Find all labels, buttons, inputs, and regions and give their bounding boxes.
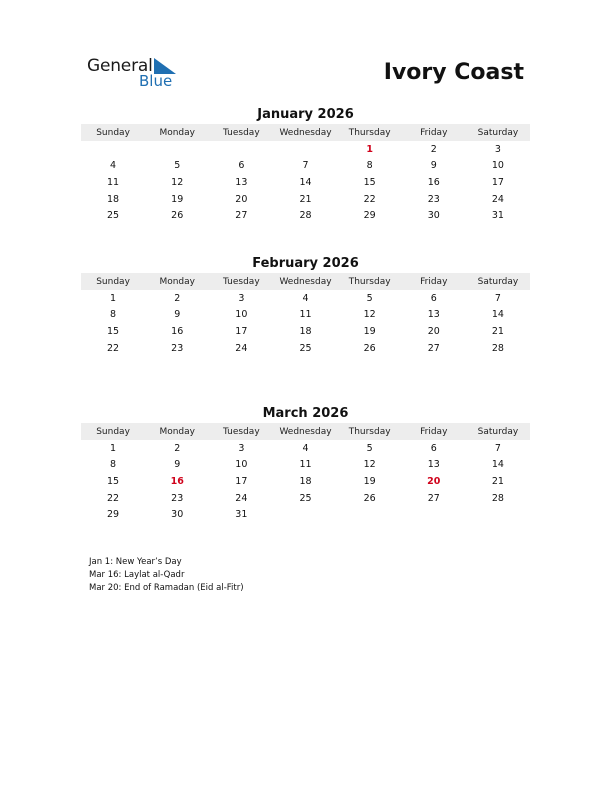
holiday-note: Mar 16: Laylat al-Qadr	[89, 570, 185, 580]
day-cell: 29	[107, 509, 120, 521]
day-cell: 9	[174, 459, 181, 471]
month-february	[81, 255, 530, 356]
month-title: February 2026	[252, 256, 359, 271]
day-cell: 27	[427, 342, 440, 354]
weekday-header	[81, 124, 530, 141]
day-cell: 15	[107, 475, 120, 487]
day-cell: 19	[363, 325, 376, 337]
month-grid	[81, 440, 530, 523]
day-cell: 22	[107, 492, 120, 504]
day-cell: 11	[299, 309, 312, 321]
weekday-label: Tuesday	[223, 276, 260, 287]
day-cell: 28	[491, 492, 504, 504]
week-row	[81, 440, 530, 457]
day-cell: 12	[363, 309, 376, 321]
day-cell: 14	[491, 459, 504, 471]
day-cell: 15	[363, 176, 376, 188]
day-cell: 16	[171, 325, 184, 337]
weekday-label: Friday	[420, 127, 448, 138]
day-cell: 6	[430, 292, 437, 304]
day-cell: 11	[299, 459, 312, 471]
week-row	[81, 323, 530, 340]
logo-text-blue: Blue	[139, 72, 173, 90]
weekday-label: Thursday	[348, 276, 391, 287]
day-cell: 18	[299, 475, 312, 487]
day-cell: 2	[174, 442, 181, 454]
weekday-label: Wednesday	[279, 276, 332, 287]
day-cell: 21	[491, 475, 504, 487]
day-cell: 17	[235, 475, 248, 487]
day-cell: 5	[174, 160, 181, 172]
day-cell: 1	[110, 292, 117, 304]
month-grid	[81, 141, 530, 224]
week-row	[81, 340, 530, 357]
day-cell: 7	[494, 442, 501, 454]
day-cell: 24	[235, 342, 248, 354]
day-cell: 17	[491, 176, 504, 188]
day-cell: 30	[171, 509, 184, 521]
country-title: Ivory Coast	[383, 60, 524, 85]
day-cell: 8	[110, 459, 117, 471]
day-cell: 6	[238, 160, 245, 172]
weekday-label: Saturday	[477, 426, 519, 437]
day-cell: 2	[174, 292, 181, 304]
day-cell: 24	[491, 193, 504, 205]
day-cell: 22	[363, 193, 376, 205]
day-cell: 24	[235, 492, 248, 504]
day-cell: 31	[235, 509, 248, 521]
weekday-label: Tuesday	[223, 426, 260, 437]
weekday-label: Saturday	[477, 127, 519, 138]
weekday-label: Thursday	[348, 127, 391, 138]
holiday-notes	[89, 556, 244, 595]
day-cell: 27	[235, 210, 248, 222]
month-grid	[81, 290, 530, 356]
day-cell: 3	[494, 143, 501, 155]
week-row	[81, 490, 530, 507]
day-cell: 4	[302, 292, 309, 304]
day-cell: 3	[238, 292, 245, 304]
week-row	[81, 457, 530, 474]
weekday-header	[81, 423, 530, 440]
day-cell: 5	[366, 442, 373, 454]
week-row	[81, 307, 530, 324]
week-row	[81, 506, 530, 523]
day-cell: 2	[430, 143, 437, 155]
day-cell: 26	[171, 210, 184, 222]
day-cell: 26	[363, 492, 376, 504]
month-march	[81, 405, 530, 523]
day-cell: 28	[299, 210, 312, 222]
day-cell: 5	[366, 292, 373, 304]
day-cell: 1	[110, 442, 117, 454]
weekday-label: Sunday	[96, 127, 130, 138]
day-cell: 9	[430, 160, 437, 172]
day-cell: 7	[494, 292, 501, 304]
weekday-label: Sunday	[96, 426, 130, 437]
week-row	[81, 473, 530, 490]
day-cell: 13	[427, 309, 440, 321]
holiday-note: Mar 20: End of Ramadan (Eid al-Fitr)	[89, 583, 244, 593]
day-cell: 20	[235, 193, 248, 205]
week-row	[81, 290, 530, 307]
month-title: March 2026	[262, 406, 349, 421]
day-cell: 10	[235, 459, 248, 471]
day-cell: 19	[363, 475, 376, 487]
day-cell: 18	[107, 193, 120, 205]
weekday-label: Friday	[420, 426, 448, 437]
day-cell: 12	[171, 176, 184, 188]
day-cell: 4	[302, 442, 309, 454]
day-cell: 14	[491, 309, 504, 321]
day-cell: 25	[299, 492, 312, 504]
weekday-label: Wednesday	[279, 426, 332, 437]
generalblue-logo	[87, 56, 187, 92]
day-cell: 23	[171, 342, 184, 354]
weekday-label: Monday	[159, 426, 195, 437]
logo-text-general: General	[87, 56, 153, 76]
weekday-label: Saturday	[477, 276, 519, 287]
day-cell: 17	[235, 325, 248, 337]
month-january	[81, 106, 530, 224]
day-cell: 23	[427, 193, 440, 205]
day-cell: 3	[238, 442, 245, 454]
day-cell: 26	[363, 342, 376, 354]
day-cell: 30	[427, 210, 440, 222]
day-cell: 13	[235, 176, 248, 188]
weekday-label: Sunday	[96, 276, 130, 287]
week-row	[81, 191, 530, 208]
weekday-label: Tuesday	[223, 127, 260, 138]
day-cell: 15	[107, 325, 120, 337]
day-cell: 27	[427, 492, 440, 504]
day-cell: 4	[110, 160, 117, 172]
day-cell: 11	[107, 176, 120, 188]
day-cell: 23	[171, 492, 184, 504]
month-title: January 2026	[257, 107, 354, 122]
day-cell: 28	[491, 342, 504, 354]
day-cell: 10	[235, 309, 248, 321]
day-cell: 9	[174, 309, 181, 321]
week-row	[81, 174, 530, 191]
day-cell: 19	[171, 193, 184, 205]
day-cell: 21	[299, 193, 312, 205]
holiday-note: Jan 1: New Year’s Day	[89, 557, 182, 567]
day-cell: 8	[366, 160, 373, 172]
holiday-day-cell: 16	[170, 475, 184, 487]
day-cell: 14	[299, 176, 312, 188]
holiday-day-cell: 1	[366, 143, 373, 155]
weekday-label: Friday	[420, 276, 448, 287]
holiday-day-cell: 20	[427, 475, 441, 487]
day-cell: 29	[363, 210, 376, 222]
weekday-header	[81, 273, 530, 290]
day-cell: 21	[491, 325, 504, 337]
week-row	[81, 141, 530, 158]
day-cell: 7	[302, 160, 309, 172]
week-row	[81, 158, 530, 175]
day-cell: 6	[430, 442, 437, 454]
day-cell: 25	[299, 342, 312, 354]
day-cell: 16	[427, 176, 440, 188]
day-cell: 18	[299, 325, 312, 337]
day-cell: 25	[107, 210, 120, 222]
week-row	[81, 207, 530, 224]
day-cell: 10	[491, 160, 504, 172]
day-cell: 8	[110, 309, 117, 321]
weekday-label: Monday	[159, 276, 195, 287]
day-cell: 31	[491, 210, 504, 222]
day-cell: 22	[107, 342, 120, 354]
day-cell: 12	[363, 459, 376, 471]
day-cell: 13	[427, 459, 440, 471]
weekday-label: Wednesday	[279, 127, 332, 138]
weekday-label: Thursday	[348, 426, 391, 437]
day-cell: 20	[427, 325, 440, 337]
weekday-label: Monday	[159, 127, 195, 138]
